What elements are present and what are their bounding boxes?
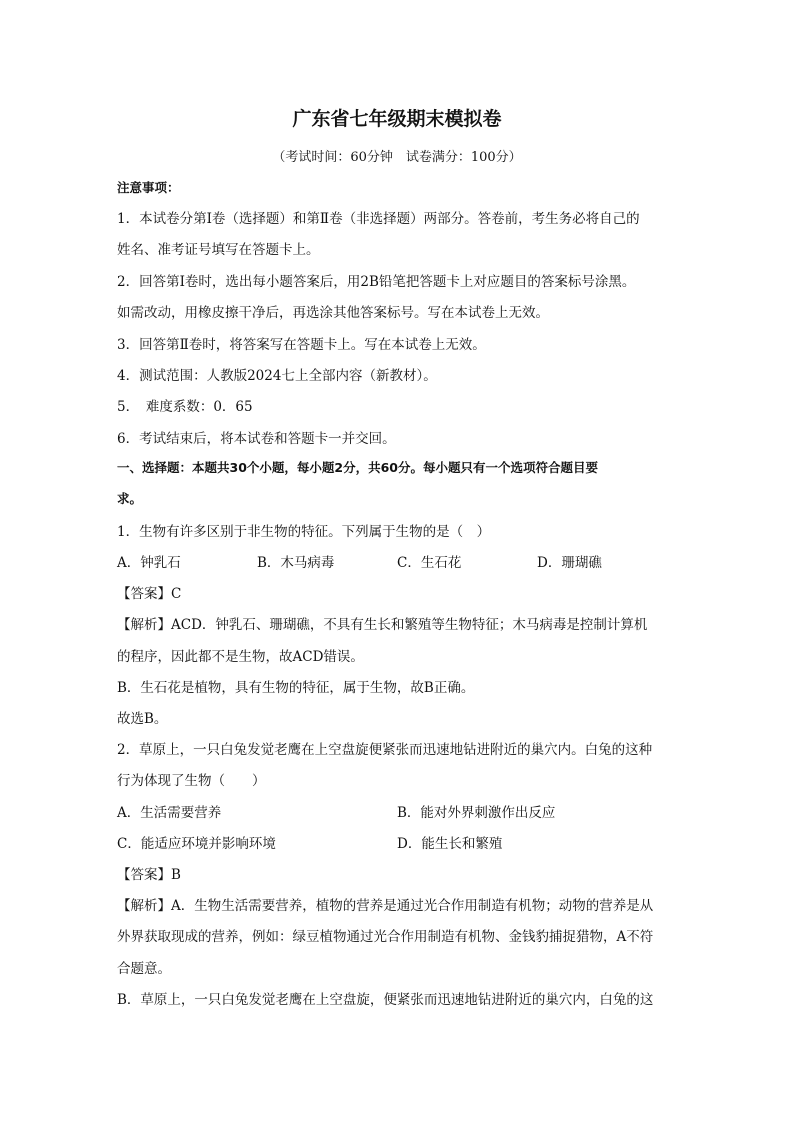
note-line: 2．回答第Ⅰ卷时，选出每小题答案后，用2B铅笔把答题卡上对应题目的答案标号涂黑。 <box>117 274 636 290</box>
question-stem: 2．草原上，一只白兔发觉老鹰在上空盘旋便紧张而迅速地钻进附近的巢穴内。白兔的这种 <box>117 742 653 758</box>
question-stem: 1．生物有许多区别于非生物的特征。下列属于生物的是（ ） <box>117 524 491 540</box>
notice-heading: 注意事项： <box>117 180 180 195</box>
question-stem: 行为体现了生物（ ） <box>117 773 266 789</box>
note-line: 1．本试卷分第Ⅰ卷（选择题）和第Ⅱ卷（非选择题）两部分。答卷前，考生务必将自己的 <box>117 211 640 227</box>
note-line: 如需改动，用橡皮擦干净后，再选涂其他答案标号。写在本试卷上无效。 <box>117 305 549 321</box>
section-heading: 一、选择题：本题共30个小题，每小题2分，共60分。每小题只有一个选项符合题目要 <box>117 460 598 475</box>
analysis-line: 外界获取现成的营养，例如：绿豆植物通过光合作用制造有机物、金钱豹捕捉猎物，A不符 <box>117 929 654 945</box>
analysis-line: 合题意。 <box>117 961 171 977</box>
analysis-line: B．草原上，一只白兔发觉老鹰在上空盘旋，便紧张而迅速地钻进附近的巢穴内，白兔的这 <box>117 992 654 1008</box>
note-line: 姓名、准考证号填写在答题卡上。 <box>117 242 320 258</box>
analysis-line: 【解析】ACD．钟乳石、珊瑚礁，不具有生长和繁殖等生物特征；木马病毒是控制计算机 <box>117 617 648 633</box>
analysis-line: B．生石花是植物，具有生物的特征，属于生物，故B正确。 <box>117 680 475 696</box>
option-a: A．钟乳石 <box>117 555 181 571</box>
option-b: B．木马病毒 <box>257 555 335 571</box>
option-c: C．生石花 <box>397 555 462 571</box>
option-d: D．能生长和繁殖 <box>397 836 503 852</box>
note-line: 6．考试结束后，将本试卷和答题卡一并交回。 <box>117 431 396 447</box>
analysis-line: 【解析】A．生物生活需要营养，植物的营养是通过光合作用制造有机物；动物的营养是从 <box>117 898 654 914</box>
note-line: 3．回答第Ⅱ卷时，将答案写在答题卡上。写在本试卷上无效。 <box>117 337 486 353</box>
option-d: D．珊瑚礁 <box>537 555 602 571</box>
note-line: 4．测试范围：人教版2024七上全部内容（新教材）。 <box>117 368 437 384</box>
analysis-line: 的程序，因此都不是生物，故ACD错误。 <box>117 649 364 665</box>
answer: 【答案】C <box>117 586 182 602</box>
answer: 【答案】B <box>117 867 181 883</box>
section-heading: 求。 <box>117 491 143 506</box>
page-title: 广东省七年级期末模拟卷 <box>292 108 502 130</box>
option-a: A．生活需要营养 <box>117 805 222 821</box>
analysis-line: 故选B。 <box>117 711 168 727</box>
note-line: 5． 难度系数：0．65 <box>117 399 253 415</box>
option-b: B．能对外界刺激作出反应 <box>397 805 556 821</box>
option-c: C．能适应环境并影响环境 <box>117 836 276 852</box>
exam-info: （考试时间：60分钟 试卷满分：100分） <box>272 150 522 165</box>
